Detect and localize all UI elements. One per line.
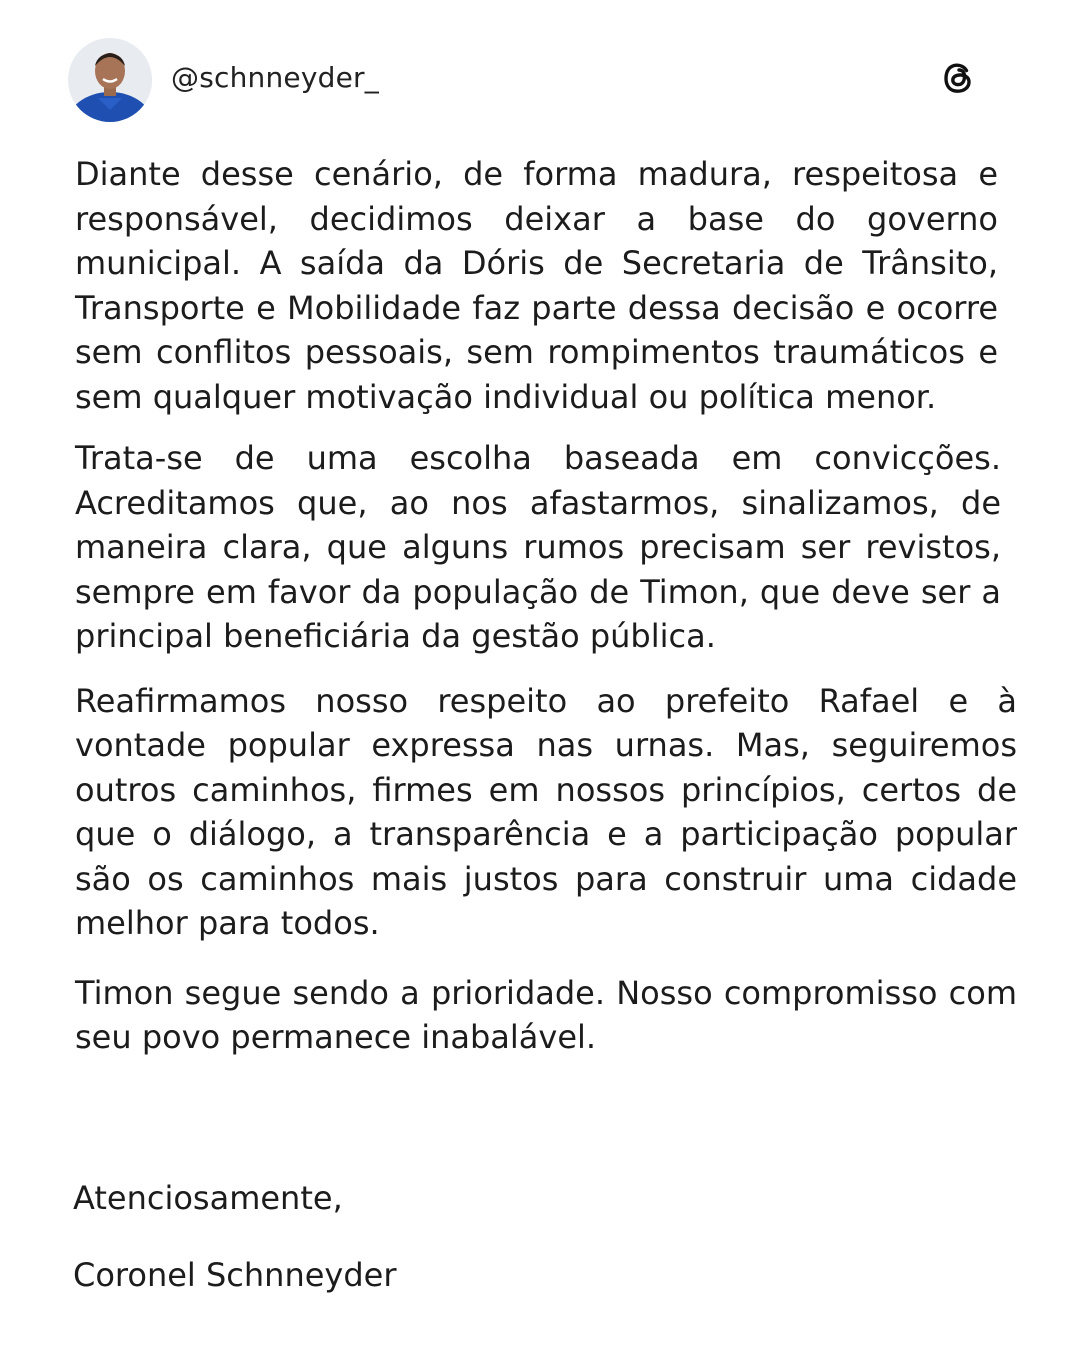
profile-photo <box>68 38 152 122</box>
avatar[interactable] <box>68 38 152 122</box>
post-header <box>68 38 980 122</box>
signature-text: Coronel Schnneyder <box>73 1256 397 1294</box>
post-paragraph: Reafirmamos nosso respeito ao prefeito Rafael e à vontade popular expressa nas urnas. Mas, seguiremos outros caminhos, firmes em nossos princípios, certos de que o diálogo, a transparência e a participação popular são os caminhos mais justos para construir uma cidade melhor para todos. <box>75 681 1017 942</box>
post-paragraph: Timon segue sendo a prioridade. Nosso compromisso com seu povo permanece inabalável. <box>75 973 1017 1056</box>
threads-icon[interactable] <box>938 58 978 98</box>
post-paragraph: Diante desse cenário, de forma madura, respeitosa e responsável, decidimos deixar a base do governo municipal. A saída da Dóris de Secretaria de Trânsito, Transporte e Mobilidade faz parte dessa decisão e ocorre sem conflitos pessoais, sem rompimentos traumáticos e sem qualquer motivação individual ou política menor. <box>75 155 998 416</box>
post-body <box>75 152 1017 1060</box>
post-paragraph: Trata-se de uma escolha baseada em convicções. Acreditamos que, ao nos afastarmos, sinalizamos, de maneira clara, que alguns rumos precisam ser revistos, sempre em favor da população de Timon, que deve ser a principal beneficiária da gestão pública. <box>75 439 1001 655</box>
closing-text: Atenciosamente, <box>73 1179 343 1217</box>
author-username[interactable]: @schnneyder_ <box>171 61 379 94</box>
